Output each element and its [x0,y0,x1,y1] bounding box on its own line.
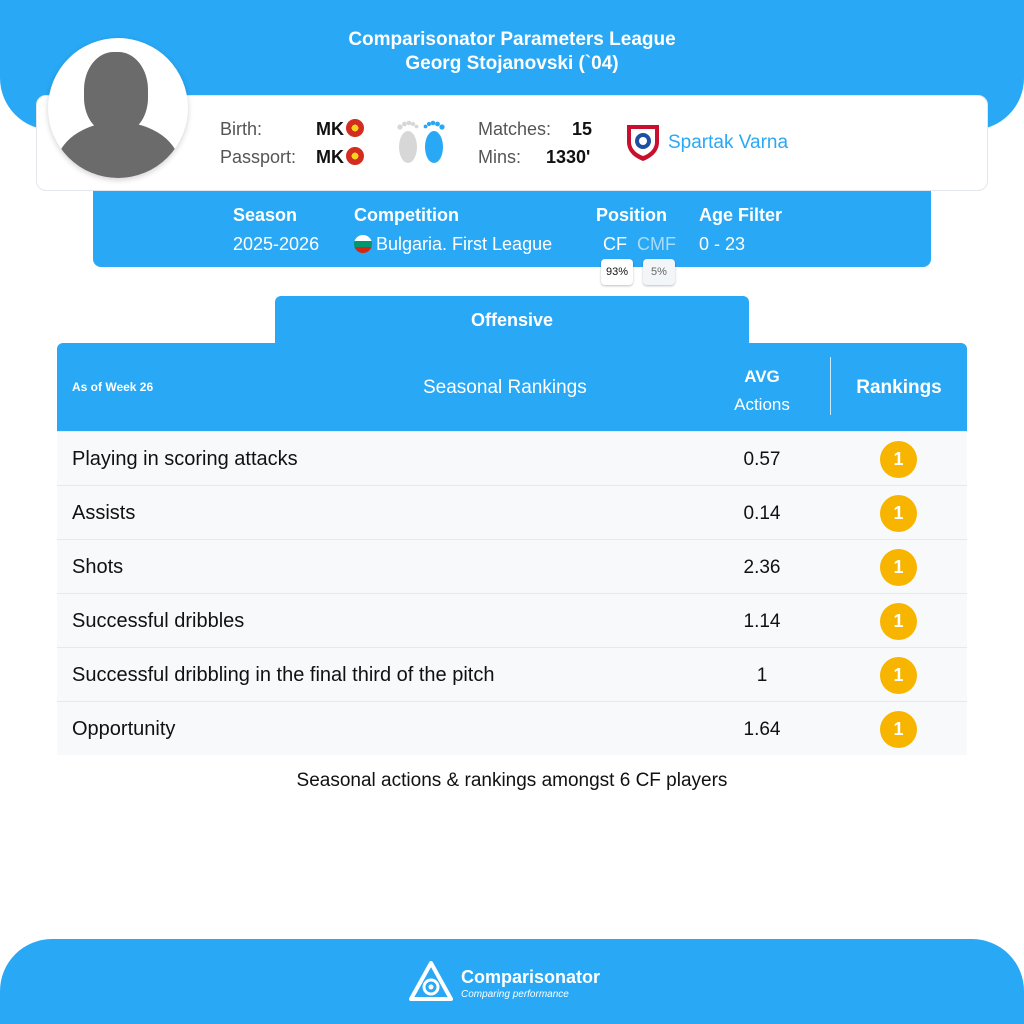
comparisonator-logo-icon [409,961,453,1003]
table-row [57,485,967,539]
passport-country: MK [316,147,344,167]
rank-badge: 1 [880,603,917,640]
north-macedonia-flag-icon [346,147,364,165]
position-primary-percent: 93% [601,259,633,285]
footnote: Seasonal actions & rankings amongst 6 CF players [296,770,728,791]
table-row [57,593,967,647]
birth-value [316,119,364,140]
avg-actions-heading [717,363,807,419]
rank-badge: 1 [880,495,917,532]
rank-badge: 1 [880,711,917,748]
metric-name: Successful dribbling in the final third of the pitch [72,664,495,686]
rank-badge: 1 [880,441,917,478]
position-secondary: CMF [637,234,677,254]
rank-badge: 1 [880,549,917,586]
player-name: Georg Stojanovski (`04) [405,53,619,74]
competition-label: Competition [354,205,459,225]
feet-icon [392,113,452,173]
position-label: Position [596,205,667,225]
position-primary: CF [603,234,627,254]
seasonal-rankings-heading: Seasonal Rankings [423,377,587,398]
brand-tagline: Comparing performance [461,989,569,1000]
bulgaria-flag-icon [354,235,372,253]
tab-offensive[interactable]: Offensive [275,296,749,344]
metric-name: Opportunity [72,718,176,740]
avg-heading-line2: Actions [734,395,790,414]
birth-label: Birth: [220,119,263,139]
table-row [57,539,967,593]
rankings-table [57,343,967,755]
metric-avg: 1.14 [743,611,781,632]
metric-avg: 1.64 [743,719,781,740]
rank-badge: 1 [880,657,917,694]
filter-bar [93,191,931,267]
header-divider [830,357,831,415]
metric-name: Playing in scoring attacks [72,448,298,470]
season-value: 2025-2026 [233,234,320,254]
matches-value: 15 [572,119,593,139]
mins-label: Mins: [478,147,522,167]
league-title: Comparisonator Parameters League [348,29,676,50]
player-avatar [48,38,188,178]
club-name: Spartak Varna [668,132,789,153]
brand-name: Comparisonator [461,967,601,987]
avatar-body-silhouette [56,122,180,178]
metric-name: Successful dribbles [72,610,245,632]
position-secondary-percent: 5% [643,259,675,285]
metric-name: Assists [72,502,136,524]
metric-avg: 0.57 [743,449,781,470]
table-row [57,647,967,701]
table-row [57,701,967,755]
avg-heading-line1: AVG [744,367,780,386]
mins-value: 1330' [546,147,591,167]
metric-avg: 2.36 [743,557,781,578]
north-macedonia-flag-icon [346,119,364,137]
age-filter-label: Age Filter [699,205,783,225]
table-row [57,431,967,485]
rankings-heading: Rankings [856,377,942,398]
competition-value [354,234,552,255]
metric-avg: 1 [756,665,768,686]
table-header [57,343,967,431]
club-crest-icon [624,122,662,162]
age-filter-value: 0 - 23 [699,234,746,254]
matches-label: Matches: [478,119,552,139]
birth-country: MK [316,119,344,139]
week-label: As of Week 26 [72,380,154,394]
season-label: Season [233,205,298,225]
metric-name: Shots [72,556,124,578]
passport-value [316,147,364,168]
passport-label: Passport: [220,147,297,167]
competition-name: Bulgaria. First League [376,234,553,254]
position-values [603,234,676,255]
metric-avg: 0.14 [743,503,781,524]
